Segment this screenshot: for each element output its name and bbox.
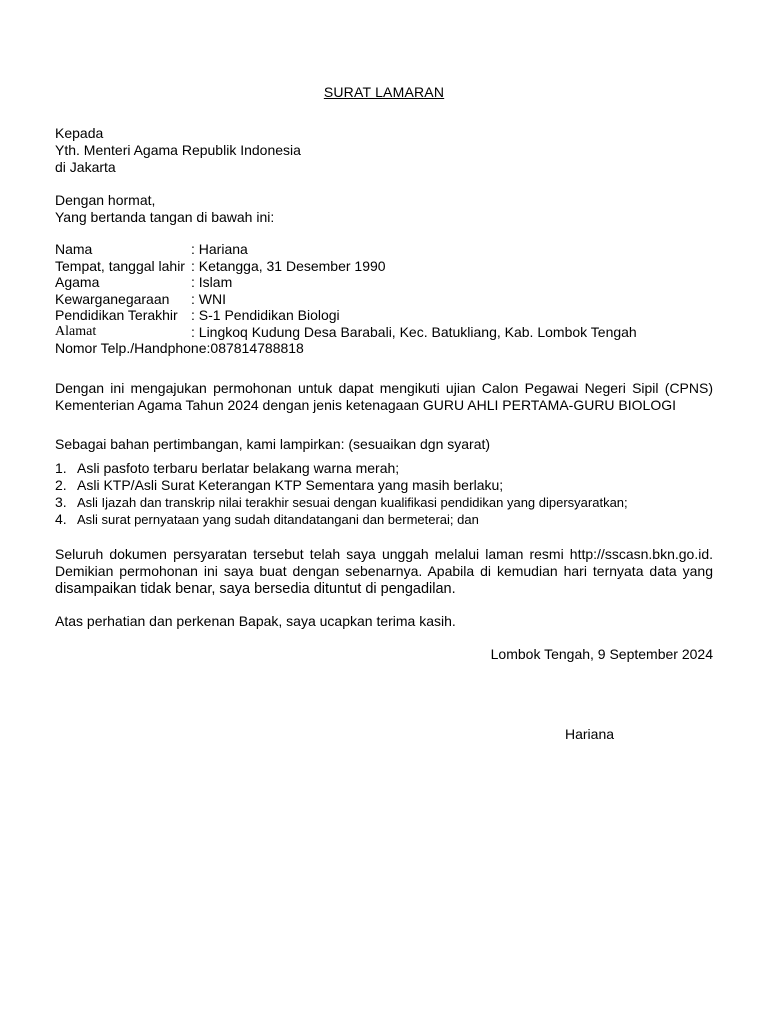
identity-row xyxy=(55,324,637,341)
identity-value: : Lingkoq Kudung Desa Barabali, Kec. Batukliang, Kab. Lombok Tengah xyxy=(191,323,637,340)
greeting-line: Yang bertanda tangan di bawah ini: xyxy=(55,209,275,225)
identity-row xyxy=(55,291,637,308)
addressee-line: Kepada xyxy=(55,125,104,141)
place-date: Lombok Tengah, 9 September 2024 xyxy=(490,646,713,662)
list-item xyxy=(55,460,628,477)
list-number: 4. xyxy=(55,511,67,527)
letter-title: SURAT LAMARAN xyxy=(323,84,445,100)
identity-label: Pendidikan Terakhir xyxy=(55,307,178,323)
greeting-block xyxy=(55,192,274,226)
identity-label: Nama xyxy=(55,241,93,257)
list-item xyxy=(55,477,628,494)
identity-value: : WNI xyxy=(191,290,226,307)
identity-row xyxy=(55,340,637,357)
identity-value: : Islam xyxy=(191,274,233,290)
identity-label: Kewarganegaraan xyxy=(55,290,170,307)
identity-value: : Ketangga, 31 Desember 1990 xyxy=(191,257,386,274)
list-text: Asli KTP/Asli Surat Keterangan KTP Sementara yang masih berlaku; xyxy=(77,477,504,493)
identity-row xyxy=(55,241,637,258)
attachments-list xyxy=(55,460,628,528)
list-number: 2. xyxy=(55,477,67,493)
identity-row xyxy=(55,258,637,275)
identity-value: : Hariana xyxy=(191,241,248,257)
list-item xyxy=(55,511,628,528)
attachments-intro: Sebagai bahan pertimbangan, kami lampirkan: (sesuaikan dgn syarat) xyxy=(55,436,491,452)
list-text: Asli surat pernyataan yang sudah ditandatangani dan bermeterai; dan xyxy=(77,512,479,527)
identity-value: :087814788818 xyxy=(206,340,304,356)
identity-row xyxy=(55,307,637,324)
signer-name: Hariana xyxy=(565,726,615,742)
addressee-line: di Jakarta xyxy=(55,159,116,175)
identity-label: Alamat xyxy=(55,323,97,339)
addressee-block xyxy=(55,125,301,176)
closing-paragraph xyxy=(55,546,713,598)
identity-table xyxy=(55,241,637,357)
addressee-line: Yth. Menteri Agama Republik Indonesia xyxy=(55,142,301,158)
thanks-line: Atas perhatian dan perkenan Bapak, saya ucapkan terima kasih. xyxy=(55,613,456,629)
list-text: Asli pasfoto terbaru berlatar belakang warna merah; xyxy=(77,460,400,476)
identity-value: : S-1 Pendidikan Biologi xyxy=(191,307,340,323)
list-item xyxy=(55,494,628,511)
greeting-line: Dengan hormat, xyxy=(55,192,156,208)
closing-text: Seluruh dokumen persyaratan tersebut telah saya unggah melalui laman resmi http://sscasn.bkn.go.id. Demikian permohonan ini saya buat dengan sebenarnya. Apabila di kemudian hari ternyata data yang xyxy=(55,546,713,579)
identity-label: Agama xyxy=(55,274,100,290)
list-number: 1. xyxy=(55,460,67,476)
identity-label: Nomor Telp./Handphone xyxy=(55,340,207,356)
closing-text-last: disampaikan tidak benar, saya bersedia dituntut di pengadilan. xyxy=(55,581,456,597)
identity-label: Tempat, tanggal lahir xyxy=(55,257,185,274)
list-number: 3. xyxy=(55,494,67,510)
identity-row xyxy=(55,274,637,291)
list-text: Asli Ijazah dan transkrip nilai terakhir sesuai dengan kualifikasi pendidikan yang dipersyaratkan; xyxy=(77,495,628,510)
intro-paragraph: Dengan ini mengajukan permohonan untuk dapat mengikuti ujian Calon Pegawai Negeri Sipil (CPNS) Kementerian Agama Tahun 2024 dengan jenis ketenagaan GURU AHLI PERTAMA-GURU BIOLOGI xyxy=(55,380,713,413)
